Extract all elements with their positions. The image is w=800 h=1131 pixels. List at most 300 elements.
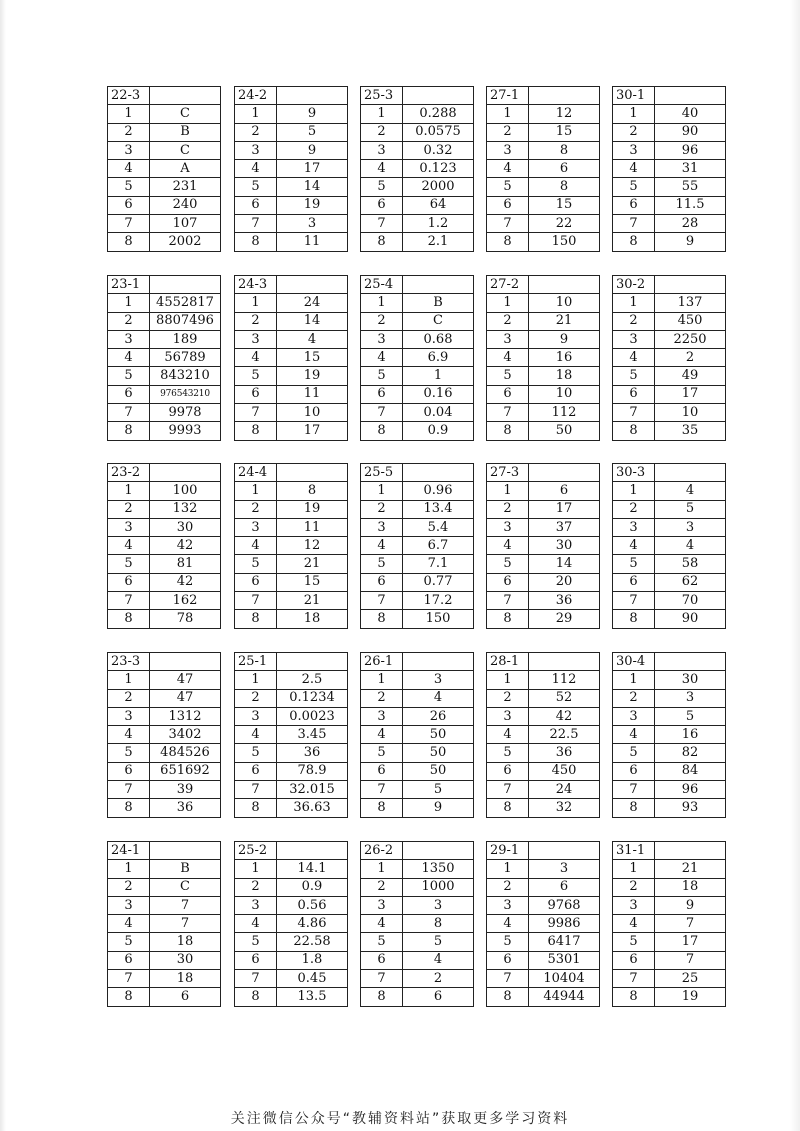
table-row [487, 178, 600, 196]
table-row [361, 500, 474, 518]
question-number: 5 [108, 555, 150, 573]
answer-value: 17.2 [403, 592, 474, 610]
table-title: 23-2 [108, 464, 150, 482]
question-number: 6 [235, 385, 277, 403]
answer-value: 240 [150, 196, 221, 214]
question-number: 8 [613, 988, 655, 1006]
question-number: 6 [361, 196, 403, 214]
answer-value: 7 [150, 915, 221, 933]
table-row [361, 610, 474, 628]
table-row [487, 988, 600, 1006]
question-number: 4 [235, 726, 277, 744]
table-row [613, 707, 726, 725]
table-row [361, 799, 474, 817]
answer-value: 4.86 [277, 915, 348, 933]
table-row [361, 671, 474, 689]
answer-value: 0.16 [403, 385, 474, 403]
answer-value: 5 [403, 933, 474, 951]
question-number: 8 [487, 610, 529, 628]
question-number: 7 [361, 781, 403, 799]
table-row [487, 610, 600, 628]
table-row [613, 123, 726, 141]
question-number: 4 [361, 537, 403, 555]
answer-value: 2000 [403, 178, 474, 196]
answer-value: 4 [655, 482, 726, 500]
question-number: 6 [487, 573, 529, 591]
question-number: 8 [361, 988, 403, 1006]
table-title-blank [655, 276, 726, 294]
table-row [487, 726, 600, 744]
table-title-blank [403, 276, 474, 294]
question-number: 3 [613, 518, 655, 536]
question-number: 3 [108, 518, 150, 536]
question-number: 6 [235, 762, 277, 780]
table-row [613, 330, 726, 348]
answer-value: B [403, 294, 474, 312]
question-number: 7 [108, 215, 150, 233]
table-row [361, 215, 474, 233]
question-number: 1 [613, 482, 655, 500]
table-row [108, 385, 221, 403]
question-number: 5 [361, 178, 403, 196]
question-number: 4 [108, 537, 150, 555]
question-number: 3 [361, 896, 403, 914]
answer-value: 10 [277, 404, 348, 422]
answer-table [486, 463, 600, 629]
answer-value: 16 [655, 726, 726, 744]
table-row [613, 726, 726, 744]
answer-value: 18 [529, 367, 600, 385]
table-title-blank [529, 276, 600, 294]
question-number: 1 [613, 860, 655, 878]
table-row [235, 915, 348, 933]
table-row [613, 860, 726, 878]
question-number: 3 [108, 141, 150, 159]
answer-value: 15 [529, 196, 600, 214]
answer-value: 0.45 [277, 970, 348, 988]
answer-value: 21 [277, 592, 348, 610]
question-number: 8 [108, 233, 150, 251]
table-row [361, 385, 474, 403]
table-title: 22-3 [108, 87, 150, 105]
answer-grid [107, 86, 722, 1016]
answer-value: 9 [277, 105, 348, 123]
question-number: 3 [613, 330, 655, 348]
question-number: 8 [361, 799, 403, 817]
answer-value: 9978 [150, 404, 221, 422]
table-row [235, 367, 348, 385]
table-row [235, 482, 348, 500]
table-row [613, 610, 726, 628]
question-number: 6 [108, 573, 150, 591]
question-number: 6 [487, 196, 529, 214]
table-title-blank [529, 842, 600, 860]
answer-value: 62 [655, 573, 726, 591]
table-title-blank [403, 842, 474, 860]
answer-value: 24 [529, 781, 600, 799]
table-row [235, 404, 348, 422]
table-title-blank [150, 653, 221, 671]
table-row [108, 573, 221, 591]
answer-value: 5 [655, 500, 726, 518]
table-row [235, 592, 348, 610]
table-row [235, 123, 348, 141]
question-number: 1 [361, 105, 403, 123]
question-number: 1 [361, 671, 403, 689]
question-number: 4 [487, 726, 529, 744]
answer-value: 96 [655, 781, 726, 799]
question-number: 4 [613, 726, 655, 744]
question-number: 2 [108, 689, 150, 707]
question-number: 1 [108, 671, 150, 689]
question-number: 5 [108, 933, 150, 951]
question-number: 6 [108, 196, 150, 214]
question-number: 6 [361, 951, 403, 969]
answer-value: 0.1234 [277, 689, 348, 707]
table-row [361, 123, 474, 141]
answer-value: 8 [529, 141, 600, 159]
answer-value: 10404 [529, 970, 600, 988]
question-number: 4 [487, 349, 529, 367]
table-row [235, 762, 348, 780]
question-number: 1 [235, 671, 277, 689]
answer-value: 843210 [150, 367, 221, 385]
question-number: 6 [235, 951, 277, 969]
answer-value: 81 [150, 555, 221, 573]
table-row [108, 970, 221, 988]
question-number: 8 [487, 233, 529, 251]
question-number: 8 [361, 233, 403, 251]
table-title-blank [277, 464, 348, 482]
table-row [613, 689, 726, 707]
question-number: 7 [235, 404, 277, 422]
question-number: 8 [613, 799, 655, 817]
table-row [235, 860, 348, 878]
table-title-blank [277, 276, 348, 294]
answer-value: 22.5 [529, 726, 600, 744]
table-row [108, 330, 221, 348]
table-row [235, 518, 348, 536]
table-title: 30-2 [613, 276, 655, 294]
question-number: 8 [235, 610, 277, 628]
answer-value: 0.0023 [277, 707, 348, 725]
answer-value: 47 [150, 689, 221, 707]
question-number: 7 [613, 781, 655, 799]
table-row [108, 105, 221, 123]
question-number: 5 [108, 178, 150, 196]
answer-value: 96 [655, 141, 726, 159]
answer-value: 30 [655, 671, 726, 689]
answer-table [360, 463, 474, 629]
question-number: 2 [108, 878, 150, 896]
answer-table [486, 652, 600, 818]
question-number: 7 [108, 592, 150, 610]
table-title: 27-2 [487, 276, 529, 294]
question-number: 6 [487, 762, 529, 780]
table-row [613, 349, 726, 367]
answer-value: 50 [529, 422, 600, 440]
table-row [613, 518, 726, 536]
question-number: 4 [487, 537, 529, 555]
table-row [361, 105, 474, 123]
answer-value: 2 [403, 970, 474, 988]
table-row [235, 896, 348, 914]
table-row [487, 573, 600, 591]
table-row [235, 781, 348, 799]
answer-value: 17 [277, 160, 348, 178]
table-row [108, 762, 221, 780]
answer-value: 36 [150, 799, 221, 817]
answer-value: 20 [529, 573, 600, 591]
question-number: 5 [361, 555, 403, 573]
answer-value: 150 [529, 233, 600, 251]
table-title: 27-3 [487, 464, 529, 482]
question-number: 4 [235, 537, 277, 555]
table-row [235, 330, 348, 348]
table-row [361, 537, 474, 555]
answer-value: 18 [150, 970, 221, 988]
table-row [361, 160, 474, 178]
answer-table [486, 841, 600, 1007]
table-title: 29-1 [487, 842, 529, 860]
answer-value: 3 [655, 518, 726, 536]
answer-value: 30 [150, 951, 221, 969]
question-number: 4 [361, 349, 403, 367]
table-row [487, 518, 600, 536]
table-row [487, 860, 600, 878]
table-row [108, 951, 221, 969]
answer-value: 132 [150, 500, 221, 518]
question-number: 3 [487, 141, 529, 159]
question-number: 1 [487, 671, 529, 689]
answer-value: B [150, 123, 221, 141]
question-number: 5 [613, 933, 655, 951]
answer-table [234, 652, 348, 818]
table-row [108, 482, 221, 500]
answer-value: 90 [655, 610, 726, 628]
table-row [108, 141, 221, 159]
table-title: 24-2 [235, 87, 277, 105]
answer-table [107, 841, 221, 1007]
table-row [108, 537, 221, 555]
question-number: 3 [235, 707, 277, 725]
answer-table [234, 463, 348, 629]
table-row [108, 123, 221, 141]
question-number: 2 [361, 878, 403, 896]
table-row [487, 781, 600, 799]
question-number: 7 [613, 404, 655, 422]
answer-value: 112 [529, 671, 600, 689]
question-number: 2 [361, 500, 403, 518]
question-number: 7 [487, 970, 529, 988]
table-row [361, 422, 474, 440]
answer-value: 3 [403, 896, 474, 914]
question-number: 2 [235, 689, 277, 707]
answer-value: 0.56 [277, 896, 348, 914]
table-row [235, 500, 348, 518]
answer-value: 90 [655, 123, 726, 141]
table-row [235, 294, 348, 312]
question-number: 3 [108, 896, 150, 914]
answer-value: 2250 [655, 330, 726, 348]
question-number: 1 [235, 105, 277, 123]
table-row [613, 105, 726, 123]
question-number: 7 [235, 781, 277, 799]
table-row [235, 385, 348, 403]
answer-value: B [150, 860, 221, 878]
table-row [361, 141, 474, 159]
table-title-blank [529, 653, 600, 671]
answer-value: 9 [655, 233, 726, 251]
question-number: 1 [235, 482, 277, 500]
answer-value: 6.9 [403, 349, 474, 367]
table-row [613, 896, 726, 914]
question-number: 7 [108, 404, 150, 422]
question-number: 6 [108, 762, 150, 780]
question-number: 1 [487, 105, 529, 123]
table-row [613, 762, 726, 780]
table-row [235, 349, 348, 367]
table-row [108, 196, 221, 214]
answer-value: 0.32 [403, 141, 474, 159]
answer-value: 6417 [529, 933, 600, 951]
question-number: 4 [108, 160, 150, 178]
answer-value: 42 [150, 573, 221, 591]
table-row [235, 178, 348, 196]
table-row [487, 951, 600, 969]
question-number: 2 [487, 123, 529, 141]
answer-value: 0.123 [403, 160, 474, 178]
answer-value: 17 [655, 933, 726, 951]
question-number: 3 [235, 141, 277, 159]
question-number: 7 [487, 781, 529, 799]
table-row [613, 215, 726, 233]
question-number: 2 [108, 123, 150, 141]
table-row [235, 196, 348, 214]
answer-value: 36.63 [277, 799, 348, 817]
answer-value: 22 [529, 215, 600, 233]
answer-value: 0.9 [277, 878, 348, 896]
answer-value: 2.1 [403, 233, 474, 251]
answer-value: 9 [277, 141, 348, 159]
table-row [108, 518, 221, 536]
question-number: 4 [487, 915, 529, 933]
question-number: 3 [613, 707, 655, 725]
question-number: 4 [235, 915, 277, 933]
answer-value: 13.5 [277, 988, 348, 1006]
table-row [487, 233, 600, 251]
answer-value: 17 [655, 385, 726, 403]
question-number: 6 [613, 762, 655, 780]
answer-value: 39 [150, 781, 221, 799]
question-number: 5 [487, 933, 529, 951]
table-row [487, 141, 600, 159]
table-row [613, 422, 726, 440]
answer-value: 14 [277, 178, 348, 196]
question-number: 5 [487, 555, 529, 573]
answer-value: 150 [403, 610, 474, 628]
answer-value: 6 [529, 878, 600, 896]
table-row [487, 592, 600, 610]
table-row [361, 592, 474, 610]
table-row [487, 689, 600, 707]
table-title-blank [403, 653, 474, 671]
table-title: 31-1 [613, 842, 655, 860]
table-row [487, 367, 600, 385]
answer-value: 3402 [150, 726, 221, 744]
table-title: 28-1 [487, 653, 529, 671]
answer-value: 35 [655, 422, 726, 440]
question-number: 2 [613, 500, 655, 518]
table-row [613, 385, 726, 403]
table-title-blank [655, 464, 726, 482]
question-number: 7 [235, 215, 277, 233]
question-number: 5 [235, 744, 277, 762]
answer-value: 8 [403, 915, 474, 933]
question-number: 1 [487, 482, 529, 500]
table-row [487, 196, 600, 214]
answer-value: 17 [529, 500, 600, 518]
answer-value: 14.1 [277, 860, 348, 878]
table-row [235, 573, 348, 591]
answer-table [612, 86, 726, 252]
answer-value: A [150, 160, 221, 178]
question-number: 1 [235, 294, 277, 312]
question-number: 7 [235, 592, 277, 610]
answer-value: 107 [150, 215, 221, 233]
table-row [108, 233, 221, 251]
table-title-blank [150, 276, 221, 294]
question-number: 8 [487, 799, 529, 817]
table-row [108, 160, 221, 178]
table-title: 24-4 [235, 464, 277, 482]
question-number: 1 [613, 294, 655, 312]
table-row [487, 500, 600, 518]
table-row [487, 294, 600, 312]
question-number: 7 [108, 781, 150, 799]
table-row [108, 178, 221, 196]
table-row [108, 878, 221, 896]
question-number: 3 [108, 707, 150, 725]
question-number: 4 [487, 160, 529, 178]
question-number: 3 [487, 330, 529, 348]
question-number: 3 [235, 518, 277, 536]
answer-value: 10 [529, 385, 600, 403]
question-number: 6 [613, 196, 655, 214]
table-row [108, 781, 221, 799]
answer-value: 50 [403, 726, 474, 744]
table-title-blank [150, 842, 221, 860]
question-number: 5 [613, 367, 655, 385]
answer-value: 450 [529, 762, 600, 780]
table-row [487, 878, 600, 896]
table-row [108, 689, 221, 707]
table-row [613, 573, 726, 591]
question-number: 7 [235, 970, 277, 988]
table-row [108, 799, 221, 817]
table-row [487, 349, 600, 367]
answer-table [612, 652, 726, 818]
table-title-blank [655, 653, 726, 671]
answer-value: C [150, 878, 221, 896]
answer-value: 78.9 [277, 762, 348, 780]
question-number: 6 [613, 951, 655, 969]
table-row [108, 312, 221, 330]
question-number: 7 [487, 215, 529, 233]
table-title-blank [150, 87, 221, 105]
table-row [613, 592, 726, 610]
question-number: 1 [613, 671, 655, 689]
